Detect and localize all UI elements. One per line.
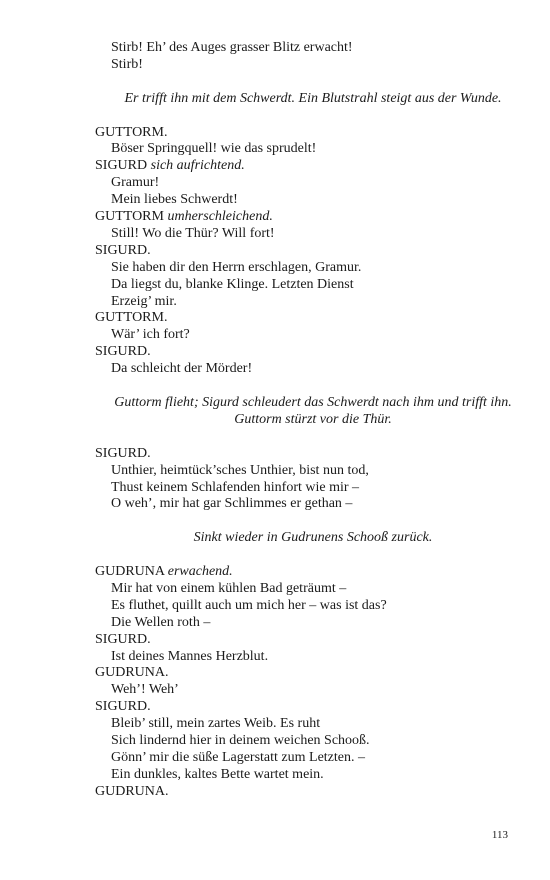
speaker-line [95, 665, 515, 682]
verse-line: Thust keinem Schlafenden hinfort wie mir – [111, 479, 360, 495]
verse-line: Gramur! [111, 175, 160, 191]
verse-line: Weh’! Weh’ [111, 682, 179, 698]
speaker-line [95, 564, 515, 581]
verse-line: Ist deines Mannes Herzblut. [111, 648, 269, 664]
stage-direction: Guttorm flieht; Sigurd schleudert das Schwerdt nach ihm und trifft ihn. Guttorm stürzt vor die Thür. [114, 394, 512, 427]
speaker-line [95, 243, 515, 260]
page-number: 113 [491, 829, 508, 841]
speaker-line [95, 344, 515, 361]
speaker-name: SIGURD. [95, 699, 151, 715]
stage-direction: Sinkt wieder in Gudrunens Schooß zurück. [193, 530, 433, 546]
speaker-line [95, 158, 515, 175]
speaker-name: GUDRUNA. [95, 783, 169, 799]
verse-line: Still! Wo die Thür? Will fort! [111, 225, 275, 241]
speaker-name: SIGURD. [95, 445, 151, 461]
verse-line: Da liegst du, blanke Klinge. Letzten Dienst [111, 276, 354, 292]
verse-line: O weh’, mir hat gar Schlimmes er gethan – [111, 496, 353, 512]
speaker-direction: sich aufrichtend. [150, 158, 245, 174]
blank-line [95, 74, 515, 91]
speaker-name: GUTTORM [95, 209, 164, 225]
speaker-name: GUDRUNA. [95, 665, 169, 681]
stage-direction: Er trifft ihn mit dem Schwerdt. Ein Blutstrahl steigt aus der Wunde. [124, 90, 502, 106]
speaker-name: GUTTORM. [95, 310, 168, 326]
verse-line: Es fluthet, quillt auch um mich her – was ist das? [111, 597, 387, 613]
speaker-name: GUTTORM. [95, 124, 168, 140]
speaker-line [95, 699, 515, 716]
speaker-name: SIGURD. [95, 344, 151, 360]
verse-line: Böser Springquell! wie das sprudelt! [111, 141, 317, 157]
verse-line: Ein dunkles, kaltes Bette wartet mein. [111, 766, 324, 782]
verse-line: Stirb! [111, 56, 143, 72]
blank-line [95, 378, 515, 395]
speaker-name: SIGURD [95, 158, 148, 174]
verse-line: Bleib’ still, mein zartes Weib. Es ruht [111, 716, 321, 732]
speaker-line [95, 446, 515, 463]
blank-line [95, 513, 515, 530]
verse-line: Die Wellen roth – [111, 614, 211, 630]
verse-line: Sich lindernd hier in deinem weichen Schooß. [111, 733, 370, 749]
speaker-line [95, 784, 515, 801]
verse-line: Stirb! Eh’ des Auges grasser Blitz erwacht! [111, 40, 353, 55]
speaker-line [95, 209, 515, 226]
verse-line: Wär’ ich fort? [111, 327, 190, 343]
blank-line [95, 429, 515, 446]
verse-line: Sie haben dir den Herrn erschlagen, Gramur. [111, 259, 362, 275]
speaker-name: GUDRUNA [95, 564, 165, 579]
speaker-line [95, 310, 515, 327]
verse-line: Gönn’ mir die süße Lagerstatt zum Letzten. – [111, 749, 365, 765]
verse-line: Mein liebes Schwerdt! [111, 192, 238, 208]
play-text [95, 40, 515, 801]
blank-line [95, 547, 515, 564]
speaker-direction: umherschleichend. [167, 209, 273, 225]
speaker-name: SIGURD. [95, 242, 151, 258]
verse-line: Unthier, heimtück’sches Unthier, bist nun tod, [111, 462, 369, 478]
verse-line: Mir hat von einem kühlen Bad geträumt – [111, 580, 347, 596]
speaker-line [95, 632, 515, 649]
speaker-name: SIGURD. [95, 631, 151, 647]
blank-line [95, 108, 515, 125]
speaker-line [95, 125, 515, 142]
verse-line: Da schleicht der Mörder! [111, 361, 253, 377]
speaker-direction: erwachend. [167, 564, 233, 579]
verse-line: Erzeig’ mir. [111, 293, 177, 309]
